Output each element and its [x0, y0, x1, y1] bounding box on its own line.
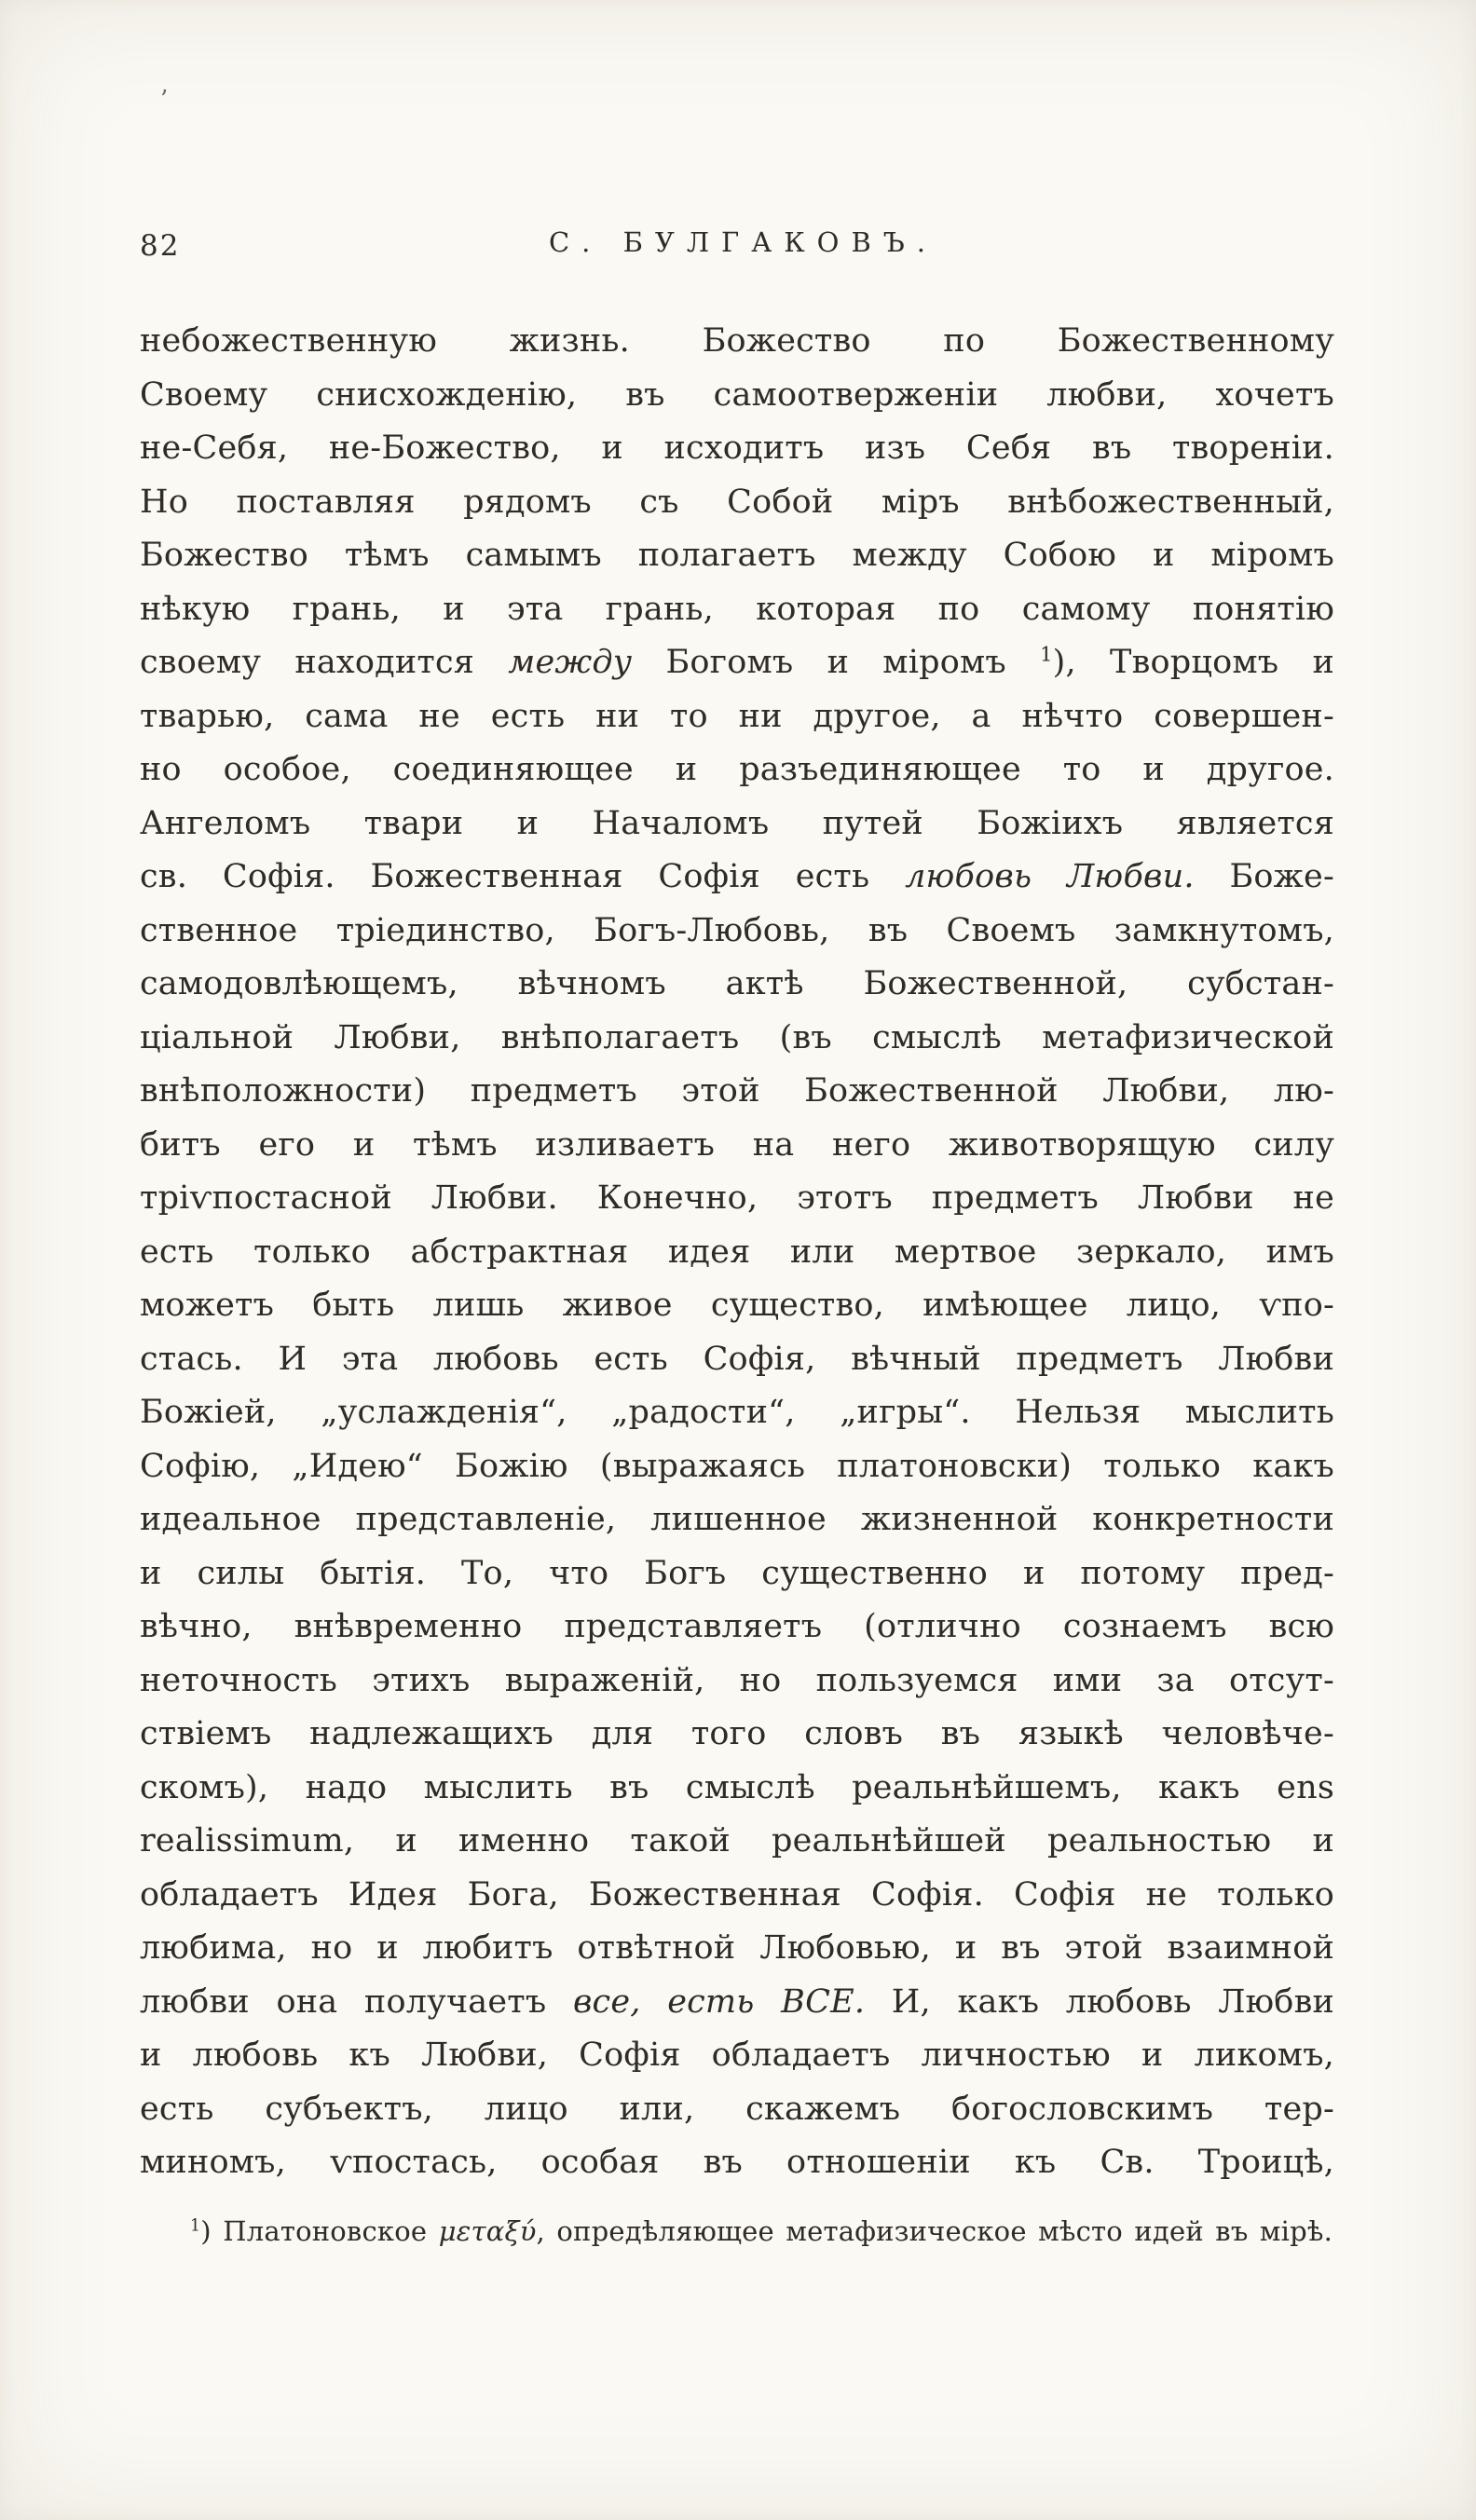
text-line: [140, 2029, 1334, 2083]
text-segment: есть только абстрактная идея или мертвое зеркало, имъ: [140, 1233, 1334, 1271]
text-line: [140, 529, 1334, 583]
text-line: [140, 636, 1334, 690]
text-segment: Своему снисхожденію, въ самоотверженіи любви, хочетъ: [140, 375, 1334, 414]
text-segment: любовь Любви.: [905, 858, 1195, 895]
text-line: [140, 1815, 1334, 1869]
text-segment: скомъ), надо мыслить въ смыслѣ реальнѣйшемъ, какъ ens: [140, 1768, 1334, 1806]
text-segment: Божіей, „услажденія“, „радости“, „игры“. Нельзя мыслить: [140, 1394, 1334, 1431]
text-segment: вѣчно, внѣвременно представляетъ (отлично сознаемъ всю: [140, 1608, 1334, 1645]
footnote-text: [190, 2210, 1332, 2253]
text-segment: небожественную жизнь. Божество по Божественному: [140, 322, 1334, 360]
text-segment: и любовь къ Любви, Софія обладаетъ личностью и ликомъ,: [140, 2036, 1334, 2074]
text-line: [140, 315, 1334, 369]
text-segment: неточность этихъ выраженій, но пользуемся ими за отсут-: [140, 1661, 1334, 1699]
text-segment: ) Платоновское: [200, 2215, 439, 2247]
text-segment: любви она получаетъ: [140, 1982, 573, 2021]
text-segment: ), Творцомъ и: [1052, 644, 1334, 681]
text-line: [140, 2136, 1334, 2190]
text-line: [140, 2083, 1334, 2137]
footnote: [190, 2210, 1332, 2253]
text-line: [140, 797, 1334, 851]
text-line: [140, 1708, 1334, 1762]
text-segment: можетъ быть лишь живое существо, имѣющее лицо, ѵпо-: [140, 1287, 1334, 1324]
text-line: [140, 690, 1334, 744]
text-segment: , опредѣляющее метафизическое мѣсто идей въ мірѣ.: [536, 2215, 1333, 2247]
text-line: [140, 1922, 1334, 1976]
body-text: [140, 315, 1334, 2190]
footnote-marker: 1: [1040, 643, 1053, 666]
text-segment: ціальной Любви, внѣполагаетъ (въ смыслѣ метафизической: [140, 1018, 1334, 1056]
text-segment: идеальное представленіе, лишенное жизненной конкретности: [140, 1501, 1334, 1538]
text-segment: внѣположности) предметъ этой Божественной Любви, лю-: [140, 1072, 1334, 1110]
text-segment: своему находится: [140, 644, 509, 681]
text-segment: тварью, сама не есть ни то ни другое, а нѣчто совершен-: [140, 697, 1334, 735]
text-segment: миномъ, ѵпостась, особая въ отношеніи къ Св. Троицѣ,: [140, 2144, 1334, 2181]
text-line: [140, 743, 1334, 797]
text-segment: нѣкую грань, и эта грань, которая по самому понятію: [140, 590, 1334, 628]
text-segment: μεταξύ: [438, 2215, 537, 2247]
text-segment: ственное тріединство, Богъ-Любовь, въ Своемъ замкнутомъ,: [140, 911, 1334, 949]
text-line: [140, 1601, 1334, 1655]
text-line: [140, 1976, 1334, 2030]
text-segment: ствіемъ надлежащихъ для того словъ въ языкѣ человѣче-: [140, 1715, 1334, 1752]
text-segment: И, какъ любовь Любви: [865, 1982, 1335, 2021]
running-title: С. БУЛГАКОВЪ.: [548, 226, 938, 258]
text-segment: realissimum, и именно такой реальнѣйшей реальностью и: [140, 1822, 1334, 1859]
text-line: [140, 476, 1334, 530]
text-segment: обладаетъ Идея Бога, Божественная Софія. Софія не только: [140, 1875, 1334, 1914]
text-segment: Ангеломъ твари и Началомъ путей Божіихъ является: [140, 804, 1334, 842]
text-segment: битъ его и тѣмъ изливаетъ на него животворящую силу: [140, 1125, 1334, 1164]
text-line: [140, 1172, 1334, 1226]
text-line: [140, 851, 1334, 905]
text-line: [140, 1762, 1334, 1816]
text-segment: и силы бытія. То, что Богъ существенно и потому пред-: [140, 1554, 1334, 1592]
text-line: [140, 1226, 1334, 1280]
text-line: [140, 1655, 1334, 1709]
text-line: [140, 1333, 1334, 1387]
page-number: 82: [140, 229, 181, 263]
text-segment: Божество тѣмъ самымъ полагаетъ между Собою и міромъ: [140, 537, 1334, 574]
text-line: [140, 1547, 1334, 1601]
text-segment: Но поставляя рядомъ съ Собой міръ внѣбожественный,: [140, 483, 1334, 521]
text-line: [140, 1869, 1334, 1923]
text-segment: все, есть ВСЕ.: [572, 1982, 866, 2021]
text-line: [140, 1279, 1334, 1333]
text-segment: Боже-: [1194, 858, 1334, 895]
text-line: [140, 369, 1334, 423]
text-line: [140, 1386, 1334, 1440]
text-line: [140, 1119, 1334, 1173]
text-segment: любима, но и любитъ отвѣтной Любовью, и въ этой взаимной: [140, 1929, 1334, 1967]
text-segment: тріѵпостасной Любви. Конечно, этотъ предметъ Любви не: [140, 1179, 1334, 1217]
text-line: [140, 422, 1334, 476]
text-line: [140, 583, 1334, 637]
text-segment: есть субъектъ, лицо или, скажемъ богословскимъ тер-: [140, 2090, 1334, 2128]
text-segment: стась. И эта любовь есть Софія, вѣчный предметъ Любви: [140, 1340, 1334, 1378]
text-segment: самодовлѣющемъ, вѣчномъ актѣ Божественной, субстан-: [140, 965, 1334, 1002]
text-line: [140, 905, 1334, 959]
text-line: [140, 958, 1334, 1012]
text-segment: не-Себя, не-Божество, и исходитъ изъ Себя въ твореніи.: [140, 429, 1334, 467]
text-line: [140, 1065, 1334, 1119]
text-segment: Богомъ и міромъ: [632, 644, 1041, 681]
text-line: [140, 1493, 1334, 1547]
text-line: [140, 1012, 1334, 1066]
page-header: [140, 226, 1334, 267]
text-segment: св. Софія. Божественная Софія есть: [140, 858, 906, 895]
scan-artifact-mark: ’: [160, 86, 169, 114]
text-line: [140, 1440, 1334, 1494]
text-segment: между: [508, 644, 633, 681]
footnote-marker: 1: [190, 2216, 201, 2236]
text-segment: но особое, соединяющее и разъединяющее то и другое.: [140, 751, 1334, 788]
text-segment: Софію, „Идею“ Божію (выражаясь платоновски) только какъ: [140, 1447, 1334, 1485]
